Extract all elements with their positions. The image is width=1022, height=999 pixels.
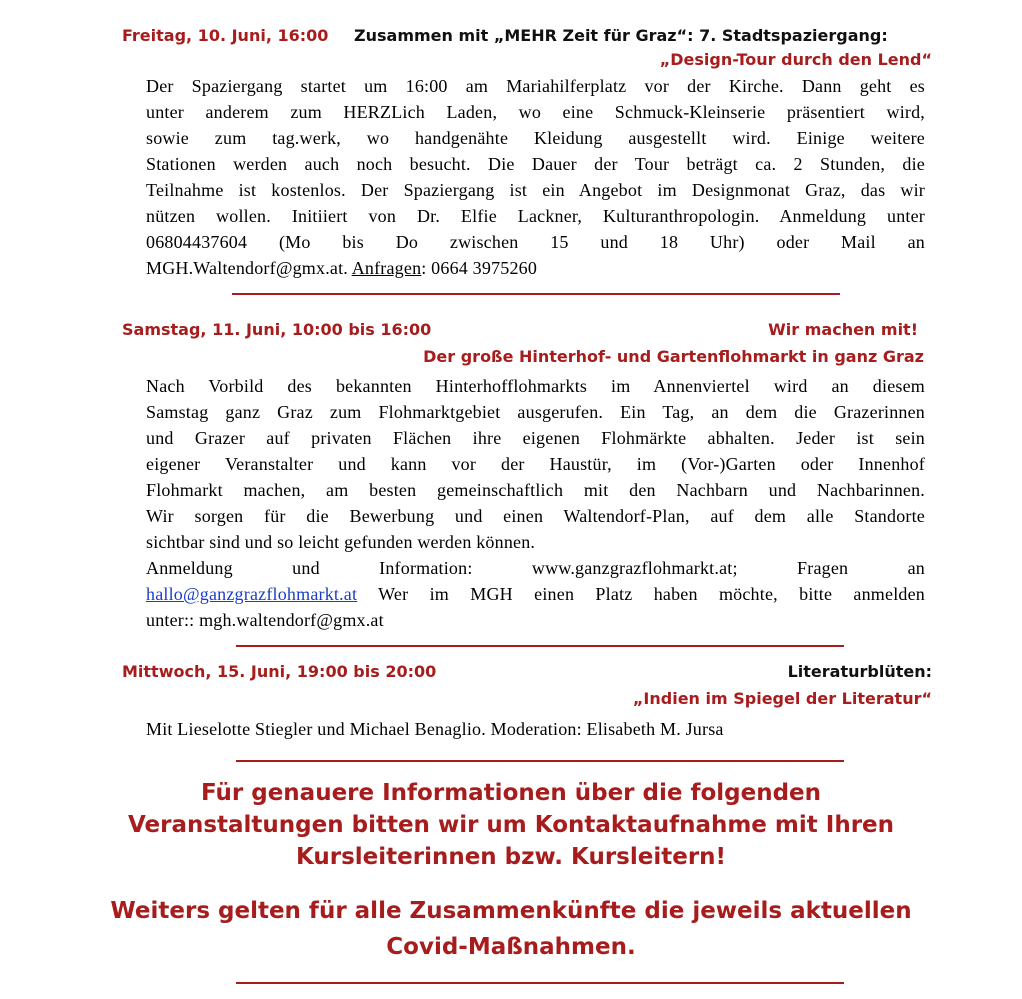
event-2-date: Samstag, 11. Juni, 10:00 bis 16:00	[122, 320, 432, 339]
notice-line: Für genauere Informationen über die folgenden	[200, 780, 822, 806]
event-2-body	[146, 373, 925, 633]
notice-line: Veranstaltungen bitten wir um Kontaktaufnahme mit Ihren	[127, 812, 895, 838]
event-2-tag: Wir machen mit!	[768, 320, 918, 339]
event-1-body-line: Der Spaziergang startet um 16:00 am Mariahilferplatz vor der Kirche. Dann geht es	[146, 76, 925, 96]
event-2-body-line: eigener Veranstalter und kann vor der Haustür, im (Vor-)Garten oder Innenhof	[146, 454, 925, 474]
event-1-anfragen-link[interactable]: Anfragen	[351, 258, 422, 278]
event-1-body-line: Teilnahme ist kostenlos. Der Spaziergang ist ein Angebot im Designmonat Graz, das wir	[146, 180, 925, 200]
divider	[236, 645, 844, 647]
event-1-contact-line	[146, 255, 925, 281]
event-2-registration-line: Anmeldung und Information: www.ganzgrazflohmarkt.at; Fragen an	[146, 558, 925, 578]
event-1-body-line: 06804437604 (Mo bis Do zwischen 15 und 18 Uhr) oder Mail an	[146, 232, 925, 252]
event-2-body-line: Samstag ganz Graz zum Flohmarktgebiet ausgerufen. Ein Tag, an dem die Grazerinnen	[146, 402, 925, 422]
event-1-contact-email: MGH.Waltendorf@gmx.at.	[146, 258, 352, 278]
divider	[232, 293, 840, 295]
event-3-date: Mittwoch, 15. Juni, 19:00 bis 20:00	[122, 662, 437, 681]
notice-line: Kursleiterinnen bzw. Kursleitern!	[295, 844, 727, 870]
event-2-body-line: Wir sorgen für die Bewerbung und einen Waltendorf-Plan, auf dem alle Standorte	[146, 506, 925, 526]
event-2-title: Der große Hinterhof- und Gartenflohmarkt in ganz Graz	[423, 347, 924, 366]
event-1-body-line: sowie zum tag.werk, wo handgenähte Kleidung ausgestellt wird. Einige weitere	[146, 128, 925, 148]
event-2-body-line: und Grazer auf privaten Flächen ihre eigenen Flohmärkte abhalten. Jeder ist sein	[146, 428, 925, 448]
event-2-body-line: Nach Vorbild des bekannten Hinterhofflohmarkts im Annenviertel wird an diesem	[146, 376, 925, 396]
event-2-email-line	[146, 581, 925, 607]
event-2-email-link[interactable]: hallo@ganzgrazflohmarkt.at	[146, 584, 358, 604]
event-3-title: „Indien im Spiegel der Literatur“	[632, 689, 932, 708]
event-2-body-line: sichtbar sind und so leicht gefunden werden können.	[146, 532, 536, 552]
event-1-body	[146, 73, 925, 281]
event-1-title-line2: „Design-Tour durch den Lend“	[659, 50, 932, 69]
event-2-mgh-note: Wer im MGH einen Platz haben möchte, bitte anmelden	[357, 584, 925, 604]
covid-notice-line: Covid-Maßnahmen.	[386, 934, 636, 960]
event-1-date: Freitag, 10. Juni, 16:00	[122, 26, 329, 45]
event-2-mgh-contact: unter:: mgh.waltendorf@gmx.at	[146, 610, 384, 630]
event-3-tag: Literaturblüten:	[787, 662, 932, 681]
covid-notice-line: Weiters gelten für alle Zusammenkünfte die jeweils aktuellen	[110, 898, 912, 924]
divider	[236, 982, 844, 984]
divider	[236, 760, 844, 762]
event-1-body-line: nützen wollen. Initiiert von Dr. Elfie Lackner, Kulturanthropologin. Anmeldung unter	[146, 206, 925, 226]
event-2-body-line: Flohmarkt machen, am besten gemeinschaftlich mit den Nachbarn und Nachbarinnen.	[146, 480, 925, 500]
event-1-phone: : 0664 3975260	[421, 258, 538, 278]
event-1-body-line: Stationen werden auch noch besucht. Die Dauer der Tour beträgt ca. 2 Stunden, die	[146, 154, 925, 174]
event-1-title-line1: Zusammen mit „MEHR Zeit für Graz“: 7. Stadtspaziergang:	[354, 26, 888, 45]
event-3-body: Mit Lieselotte Stiegler und Michael Benaglio. Moderation: Elisabeth M. Jursa	[146, 719, 724, 739]
event-1-body-line: unter anderem zum HERZLich Laden, wo eine Schmuck-Kleinserie präsentiert wird,	[146, 102, 925, 122]
